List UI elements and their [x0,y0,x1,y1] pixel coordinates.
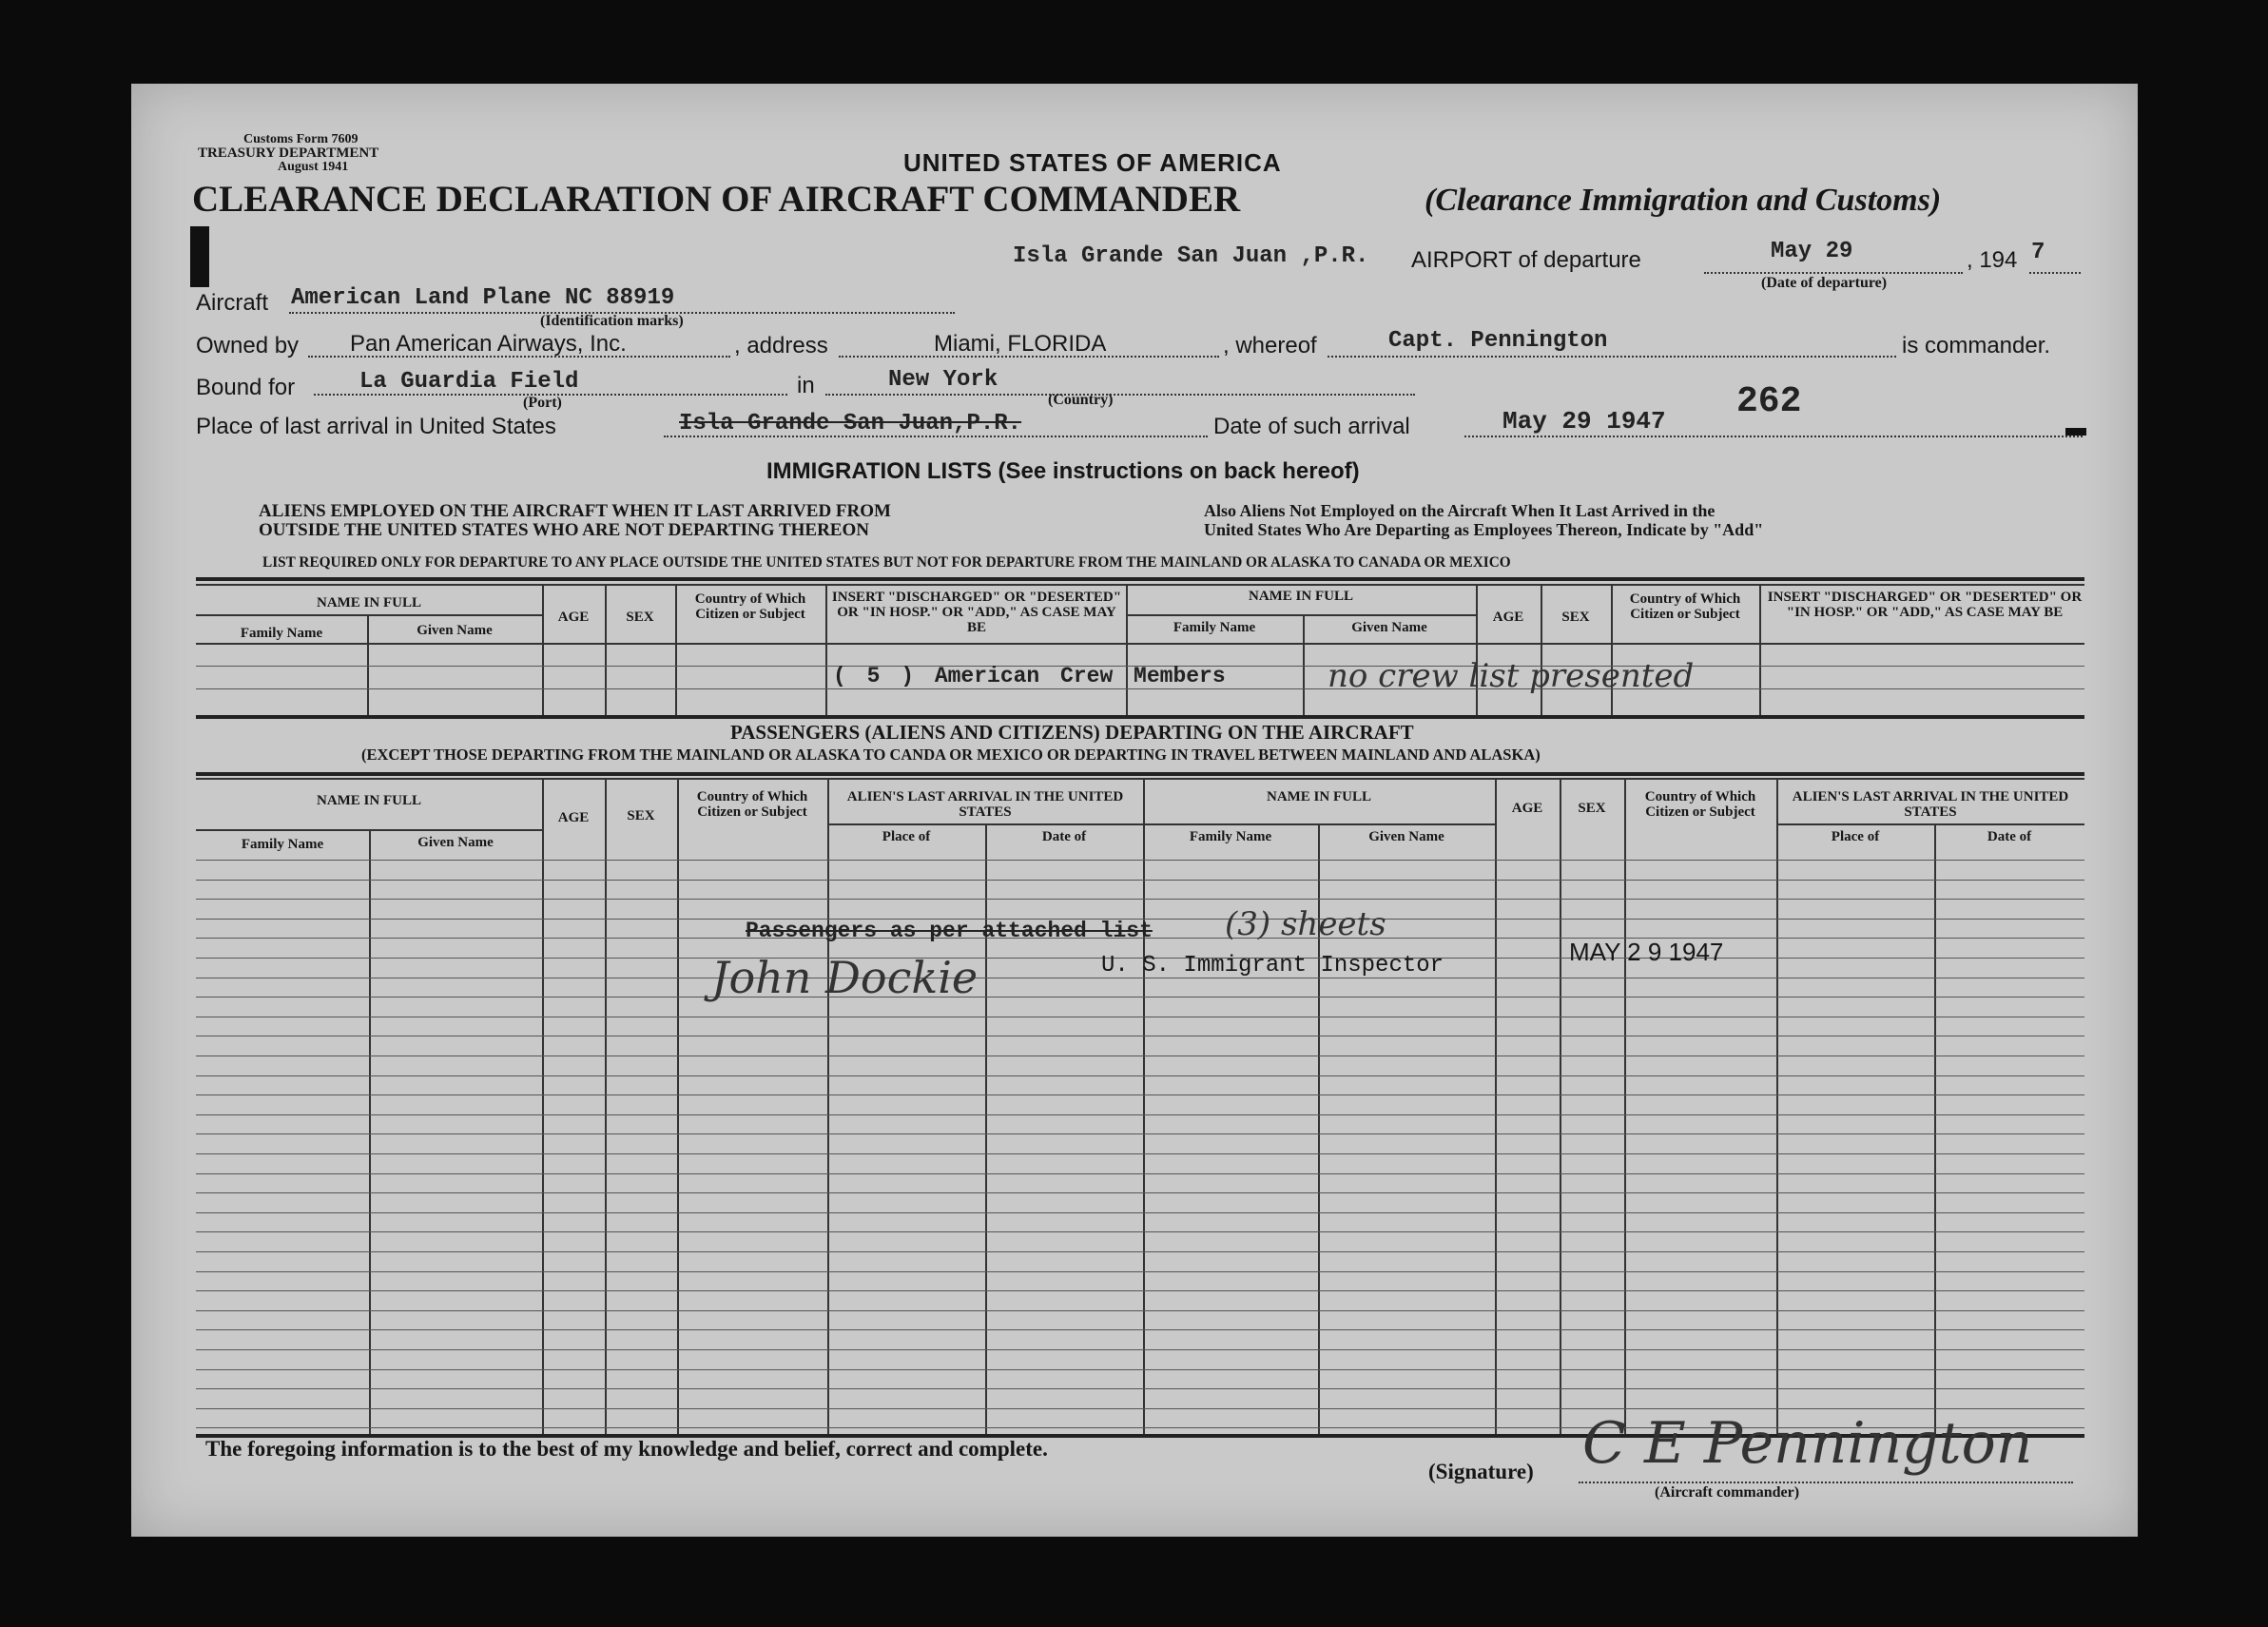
immigration-heading: IMMIGRATION LISTS (See instructions on back hereof) [766,458,1360,484]
pax-given-header-right: Given Name [1368,829,1444,844]
pax-place-header-left: Place of [882,829,931,844]
form-date: August 1941 [278,160,349,174]
table-row-rule [196,1173,2084,1174]
departure-airport-label: AIRPORT of departure [1411,247,1641,273]
certification-statement: The foregoing information is to the best of my knowledge and belief, correct and complete. [205,1437,1048,1461]
aircraft-caption: (Identification marks) [540,313,684,329]
table-row-rule [196,997,2084,998]
crew-name-header-right: NAME IN FULL [1248,589,1353,604]
commander-value: Capt. Pennington [1388,328,1608,354]
table-row-rule [196,1310,2084,1311]
departure-airport-value: Isla Grande San Juan ,P.R. [1013,243,1369,269]
passenger-table-top-2 [196,778,2084,780]
table-row-rule [196,1329,2084,1330]
form-subtitle: (Clearance Immigration and Customs) [1425,183,1942,218]
table-row-rule [196,1231,2084,1232]
table-row-rule [196,1271,2084,1272]
crew-name-header-left: NAME IN FULL [316,595,421,610]
pax-place-header-right: Place of [1831,829,1880,844]
table-row-rule [196,1349,2084,1350]
crew-table-top-2 [196,584,2084,586]
table-row-rule [196,1369,2084,1370]
last-arrival-date-label: Date of such arrival [1213,414,1410,439]
pax-name-header-right: NAME IN FULL [1266,789,1371,804]
pax-date-header-right: Date of [1987,829,2032,844]
table-row-rule [196,1114,2084,1115]
crew-table-top [196,577,2084,581]
table-row-rule [196,899,2084,900]
crew-country-header-left: Country of Which Citizen or Subject [694,591,806,622]
crew-given-header-left: Given Name [417,623,493,638]
crew-family-header-left: Family Name [240,626,323,641]
crew-handwritten-note: no crew list presented [1328,657,1695,695]
table-row-rule [196,860,2084,861]
address-value: Miami, FLORIDA [934,331,1107,357]
table-row-rule [196,1094,2084,1095]
pax-date-header-left: Date of [1041,829,1087,844]
commander-suffix: is commander. [1902,333,2051,358]
table-row-rule [196,1251,2084,1252]
last-arrival-date-value: May 29 1947 [1502,407,1666,436]
crew-age-header-right: AGE [1492,610,1524,625]
pax-sex-header-right: SEX [1578,801,1606,816]
departure-year-digit: 7 [2031,240,2045,265]
departure-date-line [1704,272,1963,274]
crew-left-heading-2: OUTSIDE THE UNITED STATES WHO ARE NOT DEPARTING THEREON [259,520,869,540]
signature-line [1579,1482,2073,1483]
bound-port-caption: (Port) [523,395,562,411]
bound-port-value: La Guardia Field [359,369,579,395]
owned-by-value: Pan American Airways, Inc. [350,331,627,357]
bound-country-value: New York [888,367,998,393]
crew-list-note: LIST REQUIRED ONLY FOR DEPARTURE TO ANY PLACE OUTSIDE THE UNITED STATES BUT NOT FOR DEPARTURE FROM THE MAINLAND OR ALASKA TO CANADA OR MEXICO [262,554,1511,571]
crew-table-bottom [196,715,2084,719]
country-heading: UNITED STATES OF AMERICA [903,148,1282,177]
pax-last-arrival-header-left: ALIEN'S LAST ARRIVAL IN THE UNITED STATES [846,789,1124,820]
crew-sex-header-right: SEX [1561,610,1590,625]
bound-for-label: Bound for [196,375,296,400]
passenger-table-top [196,772,2084,776]
table-row-rule [196,1388,2084,1389]
stamp-number: 262 [1736,381,1802,422]
commander-line [1328,356,1896,358]
table-row-rule [196,1075,2084,1076]
inspector-title: U. S. Immigrant Inspector [1101,953,1444,978]
passenger-entry: Passengers as per attached list [746,919,1153,943]
pax-family-header-left: Family Name [241,837,324,852]
crew-entry: ( 5 ) American Crew Members [833,664,1226,688]
bound-in-label: in [797,373,815,398]
aircraft-value: American Land Plane NC 88919 [291,285,675,311]
signature-label: (Signature) [1428,1460,1534,1483]
table-row-rule [196,1133,2084,1134]
signature-caption: (Aircraft commander) [1655,1484,1800,1501]
address-label: , address [734,333,828,358]
bound-country-caption: (Country) [1048,392,1114,408]
crew-right-heading-2: United States Who Are Departing as Employees Thereon, Indicate by "Add" [1204,520,1764,539]
pax-country-header-right: Country of Which Citizen or Subject [1644,789,1756,820]
departure-date-value: May 29 [1771,239,1853,264]
crew-country-header-right: Country of Which Citizen or Subject [1629,591,1741,622]
pax-given-header-left: Given Name [417,835,494,850]
whereof-label: , whereof [1223,333,1317,358]
table-row-rule [196,1192,2084,1193]
pax-age-header-left: AGE [557,810,590,825]
pax-sex-header-left: SEX [627,808,655,823]
table-row-rule [196,1212,2084,1213]
form-number: Customs Form 7609 [243,132,359,146]
aircraft-label: Aircraft [196,290,269,316]
inspection-date-stamp: MAY 2 9 1947 [1569,938,1724,966]
form-department: TREASURY DEPARTMENT [198,145,379,161]
owned-by-label: Owned by [196,333,300,358]
crew-family-header-right: Family Name [1173,620,1256,635]
passenger-sheets-note: (3) sheets [1225,905,1386,943]
crew-age-header-left: AGE [557,610,590,625]
crew-status-header-left: INSERT "DISCHARGED" OR "DESERTED" OR "IN HOSP." OR "ADD," AS CASE MAY BE [831,590,1122,635]
commander-signature: C E Pennington [1582,1410,2033,1477]
bound-country-line [825,394,1415,396]
crew-right-heading-1: Also Aliens Not Employed on the Aircraft When It Last Arrived in the [1204,501,1716,520]
last-arrival-label: Place of last arrival in United States [196,414,556,439]
table-row-rule [196,1408,2084,1409]
crew-sex-header-left: SEX [626,610,654,625]
passengers-heading: PASSENGERS (ALIENS AND CITIZENS) DEPARTING ON THE AIRCRAFT [730,721,1414,744]
form-title: CLEARANCE DECLARATION OF AIRCRAFT COMMANDER [192,179,1241,220]
departure-year-line [2029,272,2081,274]
departure-year: , 194 [1967,247,2018,273]
departure-date-caption: (Date of departure) [1761,275,1888,291]
pax-age-header-right: AGE [1511,801,1543,816]
pax-family-header-right: Family Name [1189,829,1272,844]
pax-country-header-left: Country of Which Citizen or Subject [696,789,808,820]
table-row-rule [196,1153,2084,1154]
table-row-rule [196,1290,2084,1291]
table-row-rule [196,880,2084,881]
last-arrival-date-line [1464,436,2083,437]
last-arrival-value: Isla Grande San Juan,P.R. [679,411,1022,436]
crew-given-header-right: Given Name [1351,620,1427,635]
passengers-subheading: (EXCEPT THOSE DEPARTING FROM THE MAINLAND OR ALASKA TO CANDA OR MEXICO OR DEPARTING IN TRAVEL BETWEEN MAINLAND AND ALASKA) [361,746,1541,764]
pax-last-arrival-header-right: ALIEN'S LAST ARRIVAL IN THE UNITED STATES [1792,789,2069,820]
crew-left-heading-1: ALIENS EMPLOYED ON THE AIRCRAFT WHEN IT LAST ARRIVED FROM [259,501,891,521]
pax-name-header-left: NAME IN FULL [316,793,421,808]
edge-mark [2065,428,2086,436]
corner-tab [190,226,209,287]
crew-status-header-right: INSERT "DISCHARGED" OR "DESERTED" OR "IN HOSP." OR "ADD," AS CASE MAY BE [1767,590,2083,620]
inspector-signature: John Dockie [711,952,979,1003]
